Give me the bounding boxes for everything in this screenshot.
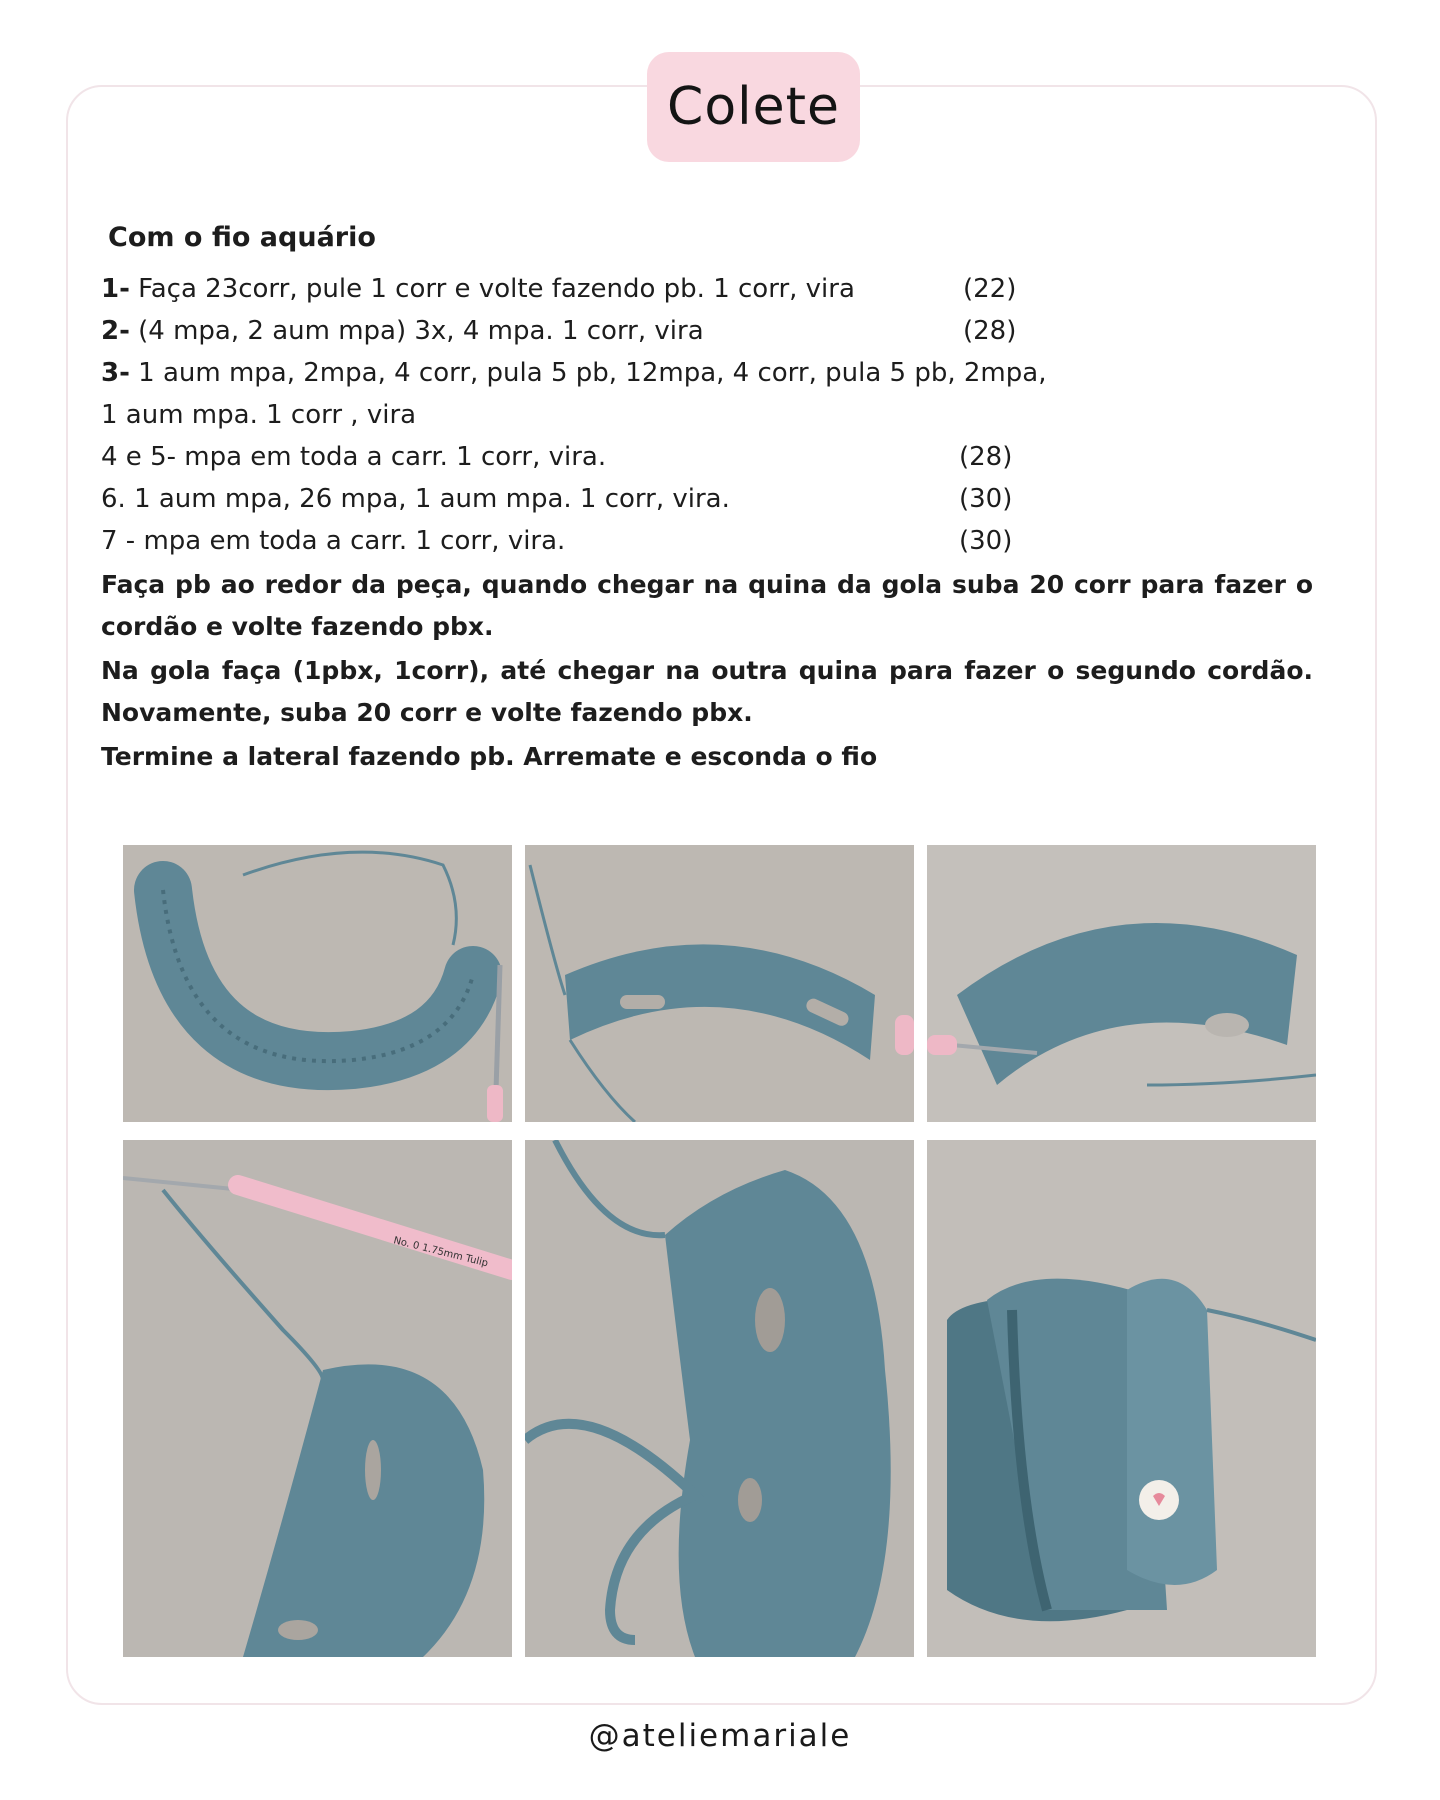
- step-row: 7 - mpa em toda a carr. 1 corr, vira.: [101, 526, 566, 556]
- step-row: 6. 1 aum mpa, 26 mpa, 1 aum mpa. 1 corr, vira.: [101, 484, 730, 514]
- photo-step-2: [525, 845, 914, 1122]
- step-count: (30): [959, 484, 1013, 514]
- step-count: (28): [963, 316, 1017, 346]
- step-row: 2- (4 mpa, 2 aum mpa) 3x, 4 mpa. 1 corr, vira: [101, 316, 704, 346]
- photo-step-5: [525, 1140, 914, 1657]
- section-heading: Com o fio aquário: [108, 222, 376, 253]
- footer-handle: @ateliemariale: [588, 1718, 852, 1754]
- step-count: (30): [959, 526, 1013, 556]
- step-row: 3- 1 aum mpa, 2mpa, 4 corr, pula 5 pb, 12mpa, 4 corr, pula 5 pb, 2mpa,: [101, 358, 1047, 388]
- photo-step-6: [927, 1140, 1316, 1657]
- title-tab: [647, 52, 860, 162]
- photo-step-3: [927, 845, 1316, 1122]
- step-count: (22): [963, 274, 1017, 304]
- step-row: 1- Faça 23corr, pule 1 corr e volte fazendo pb. 1 corr, vira: [101, 274, 855, 304]
- instruction-paragraph: Faça pb ao redor da peça, quando chegar na quina da gola suba 20 corr para fazer o cordão e volte fazendo pbx.: [101, 570, 1313, 641]
- hook-label: No. 0 1.75mm Tulip: [392, 1235, 490, 1270]
- photo-step-1: [123, 845, 512, 1122]
- instruction-paragraph: Termine a lateral fazendo pb. Arremate e esconda o fio: [101, 742, 878, 771]
- step-count: (28): [959, 442, 1013, 472]
- step-row: 1 aum mpa. 1 corr , vira: [101, 400, 417, 430]
- page-title: Colete: [667, 77, 840, 137]
- instruction-paragraph: Na gola faça (1pbx, 1corr), até chegar na outra quina para fazer o segundo cordão. Novamente, suba 20 corr e volte fazendo pbx.: [101, 656, 1313, 727]
- photo-step-4: [123, 1140, 512, 1657]
- step-row: 4 e 5- mpa em toda a carr. 1 corr, vira.: [101, 442, 607, 472]
